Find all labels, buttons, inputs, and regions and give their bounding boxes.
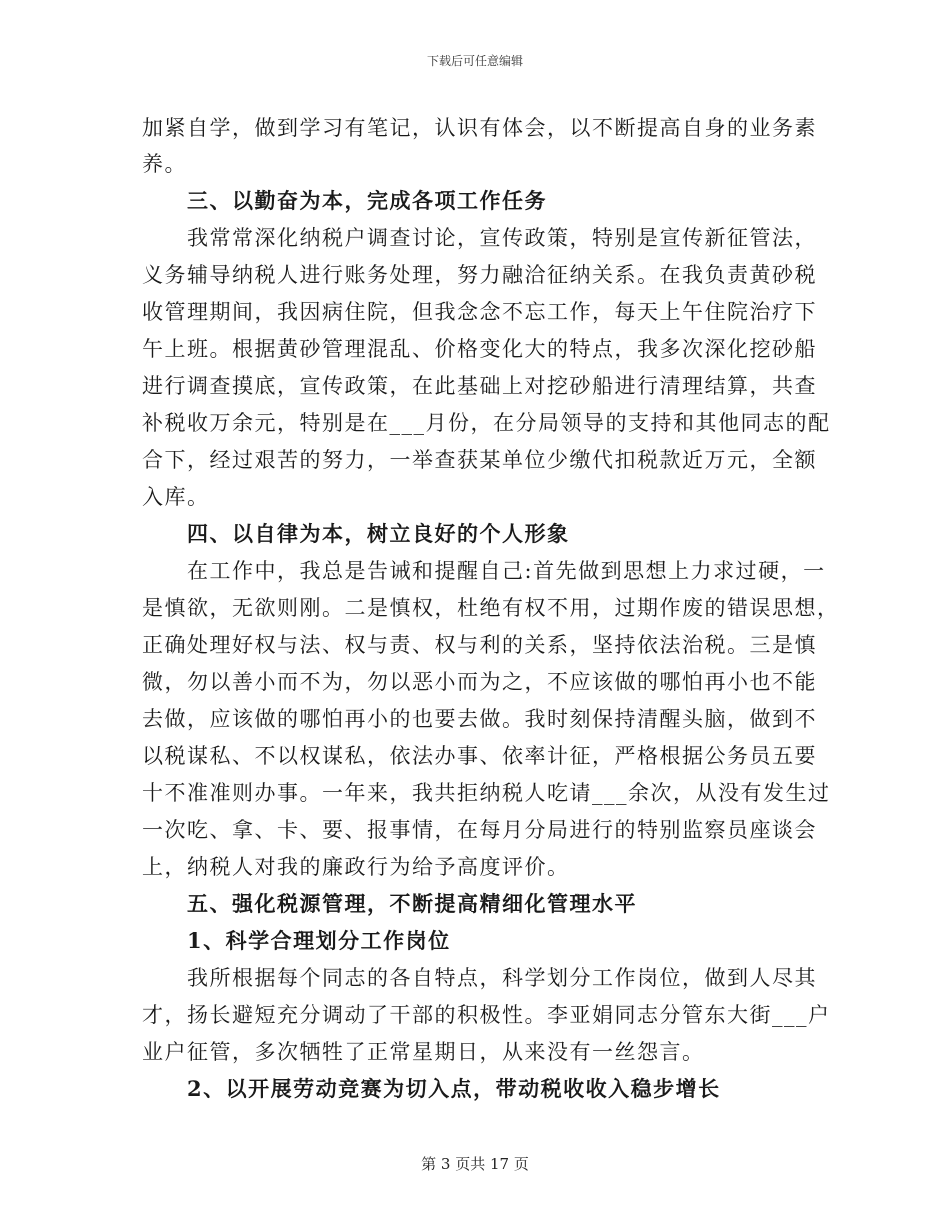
paragraph-line: 正确处理好权与法、权与责、权与利的关系，坚持依法治税。三是慎 xyxy=(142,633,817,657)
paragraph-line: 在工作中，我总是告诫和提醒自己:首先做到思想上力求过硬，一 xyxy=(187,559,826,583)
section-heading-4: 四、以自律为本，树立良好的个人形象 xyxy=(187,521,570,546)
paragraph-line: 微，勿以善小而不为，勿以恶小而为之，不应该做的哪怕再小也不能 xyxy=(142,670,817,694)
paragraph-line: 我所根据每个同志的各自特点，科学划分工作岗位，做到人尽其 xyxy=(187,966,817,990)
paragraph-line: 加紧自学，做到学习有笔记，认识有体会，以不断提高自身的业务素 xyxy=(142,116,817,140)
paragraph-line: 收管理期间，我因病住院，但我念念不忘工作，每天上午住院治疗下 xyxy=(142,300,817,324)
page-header: 下载后可任意编辑 xyxy=(426,54,523,68)
paragraph-line: 才，扬长避短充分调动了干部的积极性。李亚娟同志分管东大街___户 xyxy=(142,1003,831,1027)
paragraph-line: 合下，经过艰苦的努力，一举查获某单位少缴代扣税款近万元，全额 xyxy=(142,448,817,472)
paragraph-line: 进行调查摸底，宣传政策，在此基础上对挖砂船进行清理结算，共查 xyxy=(142,374,817,398)
paragraph-line: 我常常深化纳税户调查讨论，宣传政策，特别是宣传新征管法， xyxy=(187,226,817,250)
paragraph-line: 入库。 xyxy=(142,485,210,509)
paragraph-line: 业户征管，多次牺牲了正常星期日，从来没有一丝怨言。 xyxy=(142,1040,705,1064)
paragraph-line: 以税谋私、不以权谋私，依法办事、依率计征，严格根据公务员五要 xyxy=(142,744,817,768)
paragraph-line: 午上班。根据黄砂管理混乱、价格变化大的特点，我多次深化挖砂船 xyxy=(142,337,817,361)
paragraph-line: 补税收万余元，特别是在___月份，在分局领导的支持和其他同志的配 xyxy=(142,411,831,435)
subsection-heading-2: 2、以开展劳动竞赛为切入点，带动税收收入稳步增长 xyxy=(187,1076,721,1101)
paragraph-line: 一次吃、拿、卡、要、报事情，在每月分局进行的特别监察员座谈会 xyxy=(142,818,817,842)
page-footer: 第 3 页共 17 页 xyxy=(421,1155,529,1173)
paragraph-line: 义务辅导纳税人进行账务处理，努力融洽征纳关系。在我负责黄砂税 xyxy=(142,263,817,287)
paragraph-line: 十不准准则办事。一年来，我共拒纳税人吃请___余次，从没有发生过 xyxy=(142,781,831,805)
paragraph-line: 去做，应该做的哪怕再小的也要去做。我时刻保持清醒头脑，做到不 xyxy=(142,707,817,731)
paragraph-line: 养。 xyxy=(142,152,187,176)
section-heading-3: 三、以勤奋为本，完成各项工作任务 xyxy=(187,188,547,213)
paragraph-line: 上，纳税人对我的廉政行为给予高度评价。 xyxy=(142,855,570,879)
paragraph-line: 是慎欲，无欲则刚。二是慎权，杜绝有权不用，过期作废的错误思想， xyxy=(142,596,840,620)
section-heading-5: 五、强化税源管理，不断提高精细化管理水平 xyxy=(187,891,637,916)
subsection-heading-1: 1、科学合理划分工作岗位 xyxy=(187,928,451,953)
